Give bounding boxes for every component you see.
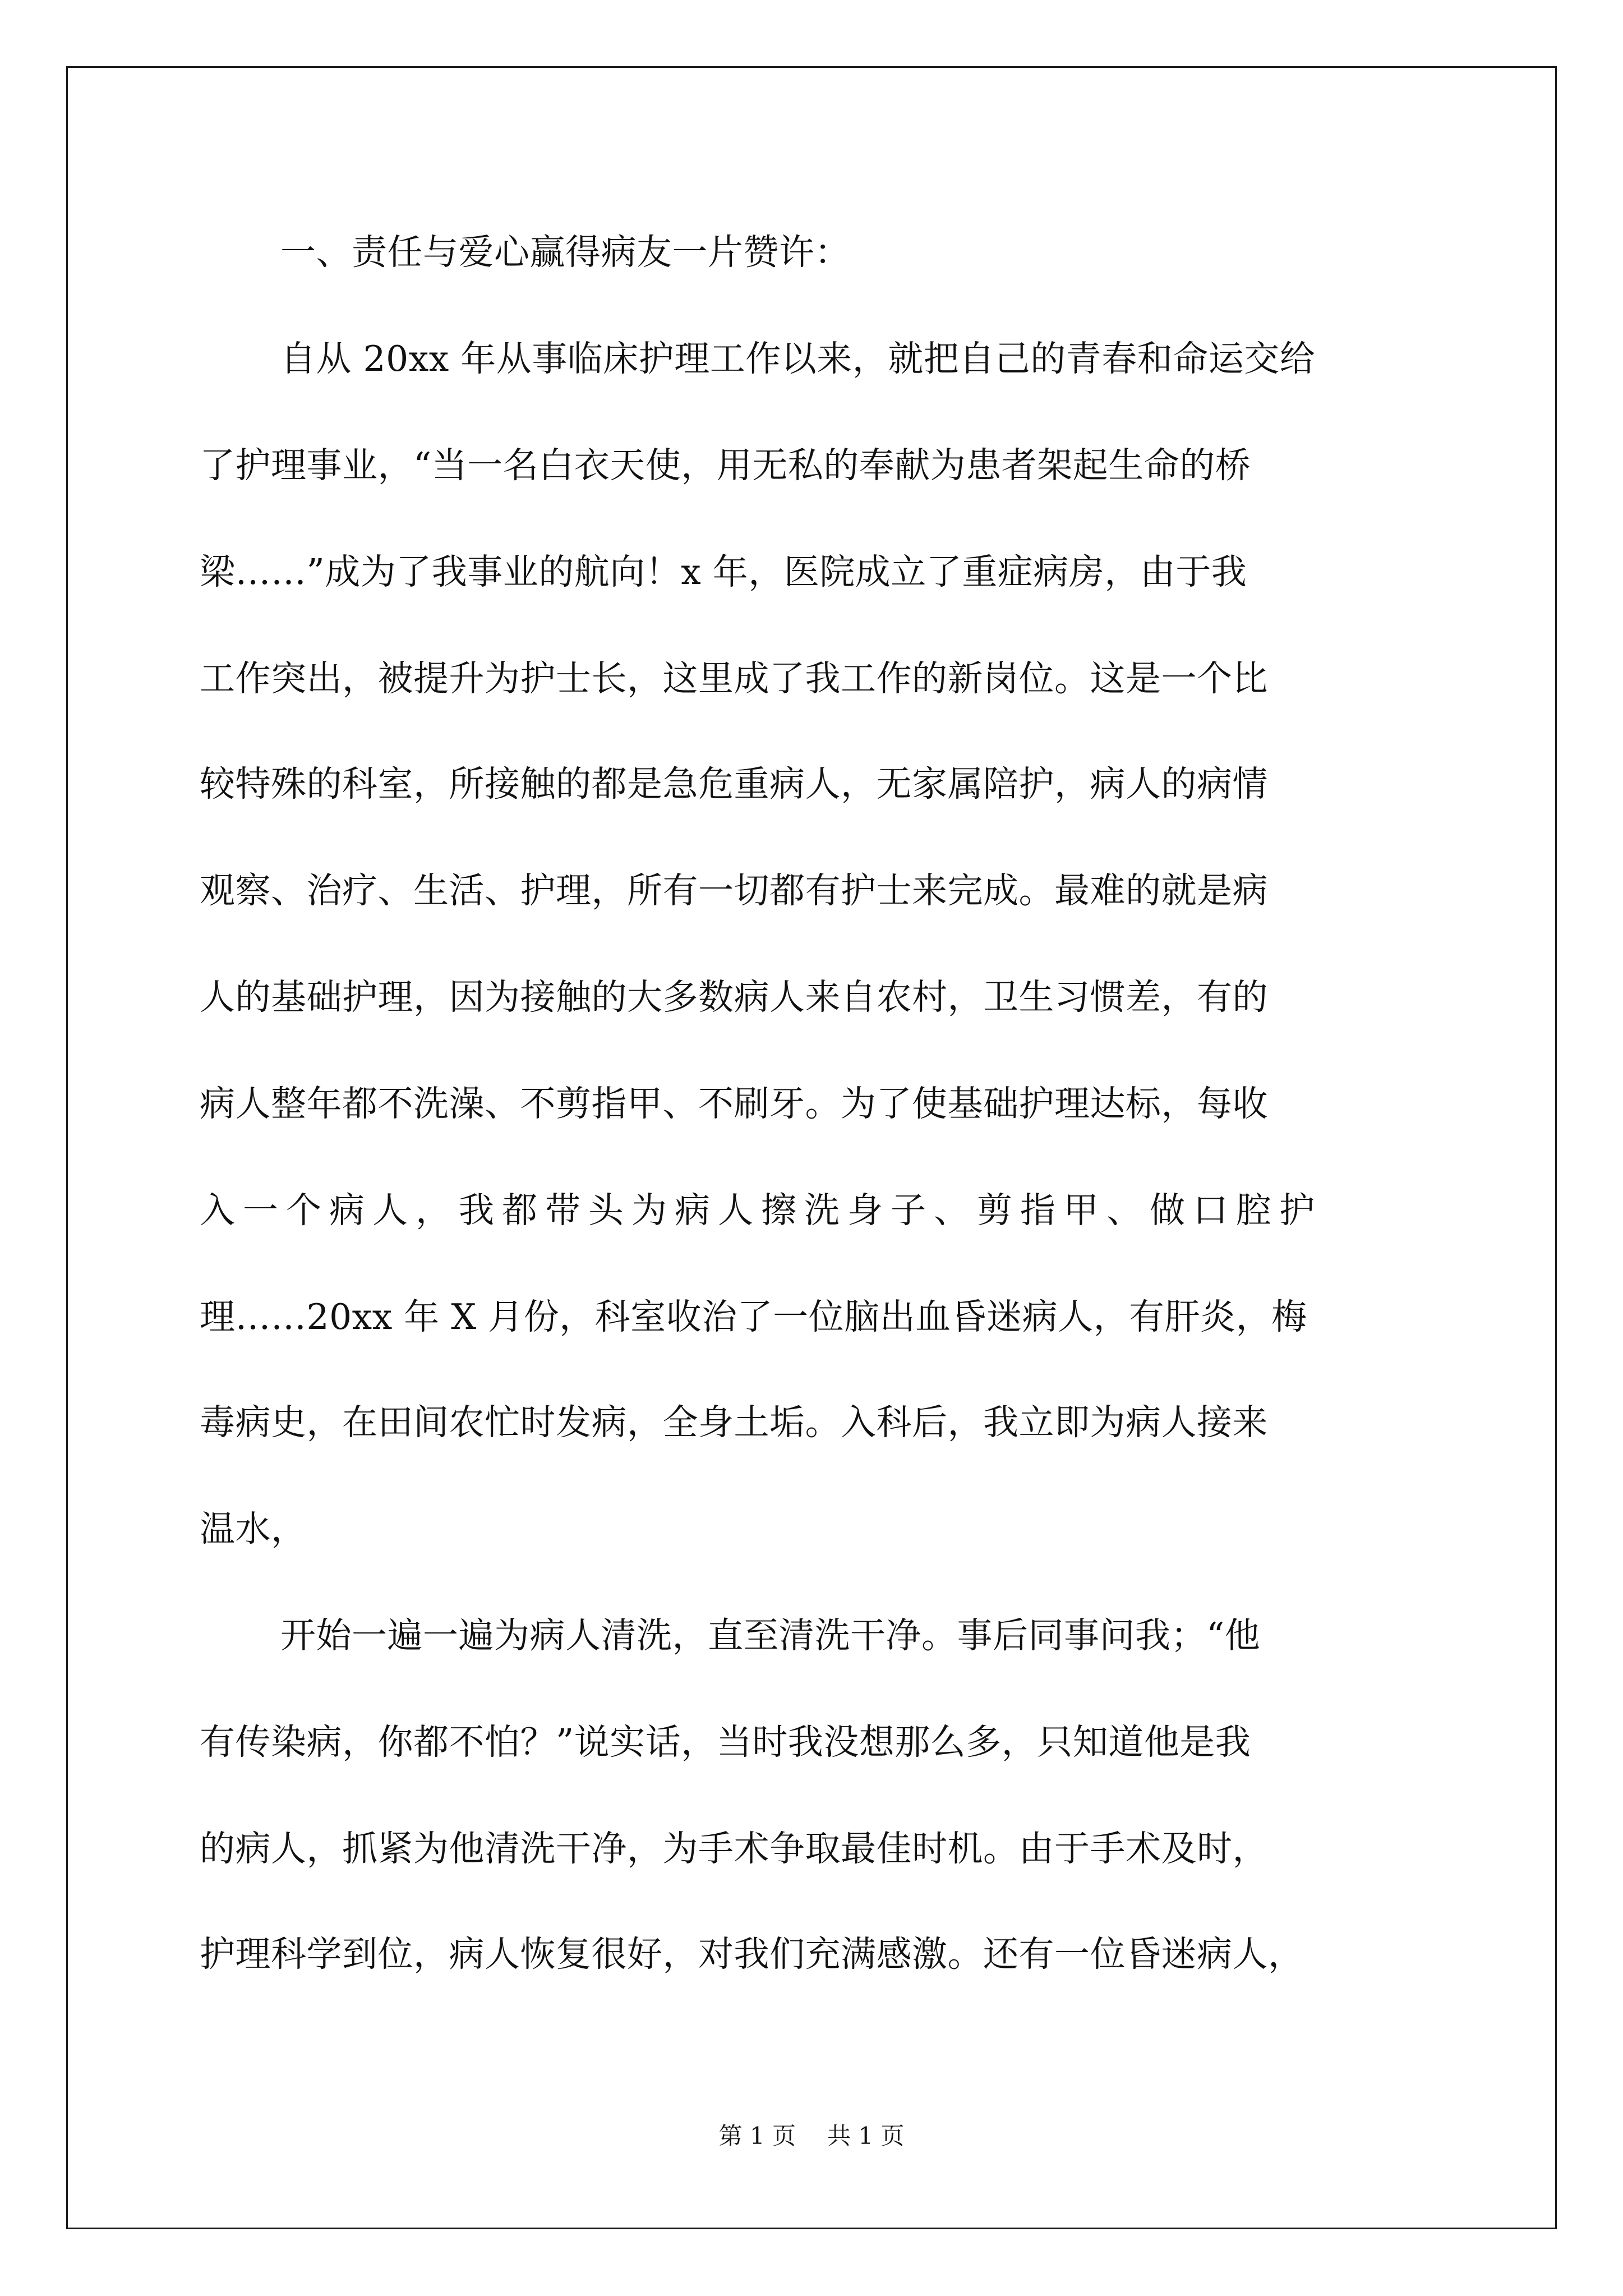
paragraph-1-line-11: 毒病史，在田间农忙时发病，全身土垢。入科后，我立即为病人接来 [200,1402,1268,1443]
paragraph-1-line-3: 梁……”成为了我事业的航向！x 年，医院成立了重症病房，由于我 [200,551,1247,592]
paragraph-1-line-8: 病人整年都不洗澡、不剪指甲、不刷牙。为了使基础护理达标，每收 [200,1083,1268,1124]
page-total: 共 1 页 [827,2122,905,2150]
paragraph-2-line-4: 护理科学到位，病人恢复很好，对我们充满感激。还有一位昏迷病人， [200,1934,1304,1975]
paragraph-1-line-1: 自从 20xx 年从事临床护理工作以来，就把自己的青春和命运交给 [280,338,1316,379]
paragraph-1-line-4: 工作突出，被提升为护士长，这里成了我工作的新岗位。这是一个比 [200,658,1268,699]
page-footer [0,2120,1623,2152]
paragraph-1-line-10: 理……20xx 年 X 月份，科室收治了一位脑出血昏迷病人，有肝炎，梅 [200,1296,1307,1337]
page-number: 第 1 页 [718,2122,796,2150]
paragraph-2-line-3: 的病人，抓紧为他清洗干净，为手术争取最佳时机。由于手术及时， [200,1828,1268,1869]
paragraph-1-line-7: 人的基础护理，因为接触的大多数病人来自农村，卫生习惯差，有的 [200,977,1268,1018]
paragraph-2-line-1: 开始一遍一遍为病人清洗，直至清洗干净。事后同事问我；“他 [280,1615,1261,1656]
section-heading: 一、责任与爱心赢得病友一片赞许： [280,232,850,273]
paragraph-2-line-2: 有传染病，你都不怕？”说实话，当时我没想那么多，只知道他是我 [200,1722,1251,1763]
paragraph-1-line-9: 入一个病人，我都带头为病人擦洗身子、剪指甲、做口腔护 [200,1190,1322,1231]
paragraph-1-line-6: 观察、治疗、生活、护理，所有一切都有护士来完成。最难的就是病 [200,870,1268,911]
paragraph-1-line-2: 了护理事业，“当一名白衣天使，用无私的奉献为患者架起生命的桥 [200,445,1251,486]
paragraph-1-line-5: 较特殊的科室，所接触的都是急危重病人，无家属陪护，病人的病情 [200,763,1268,804]
paragraph-1-line-12: 温水， [200,1508,307,1549]
page-border [66,66,1557,2229]
